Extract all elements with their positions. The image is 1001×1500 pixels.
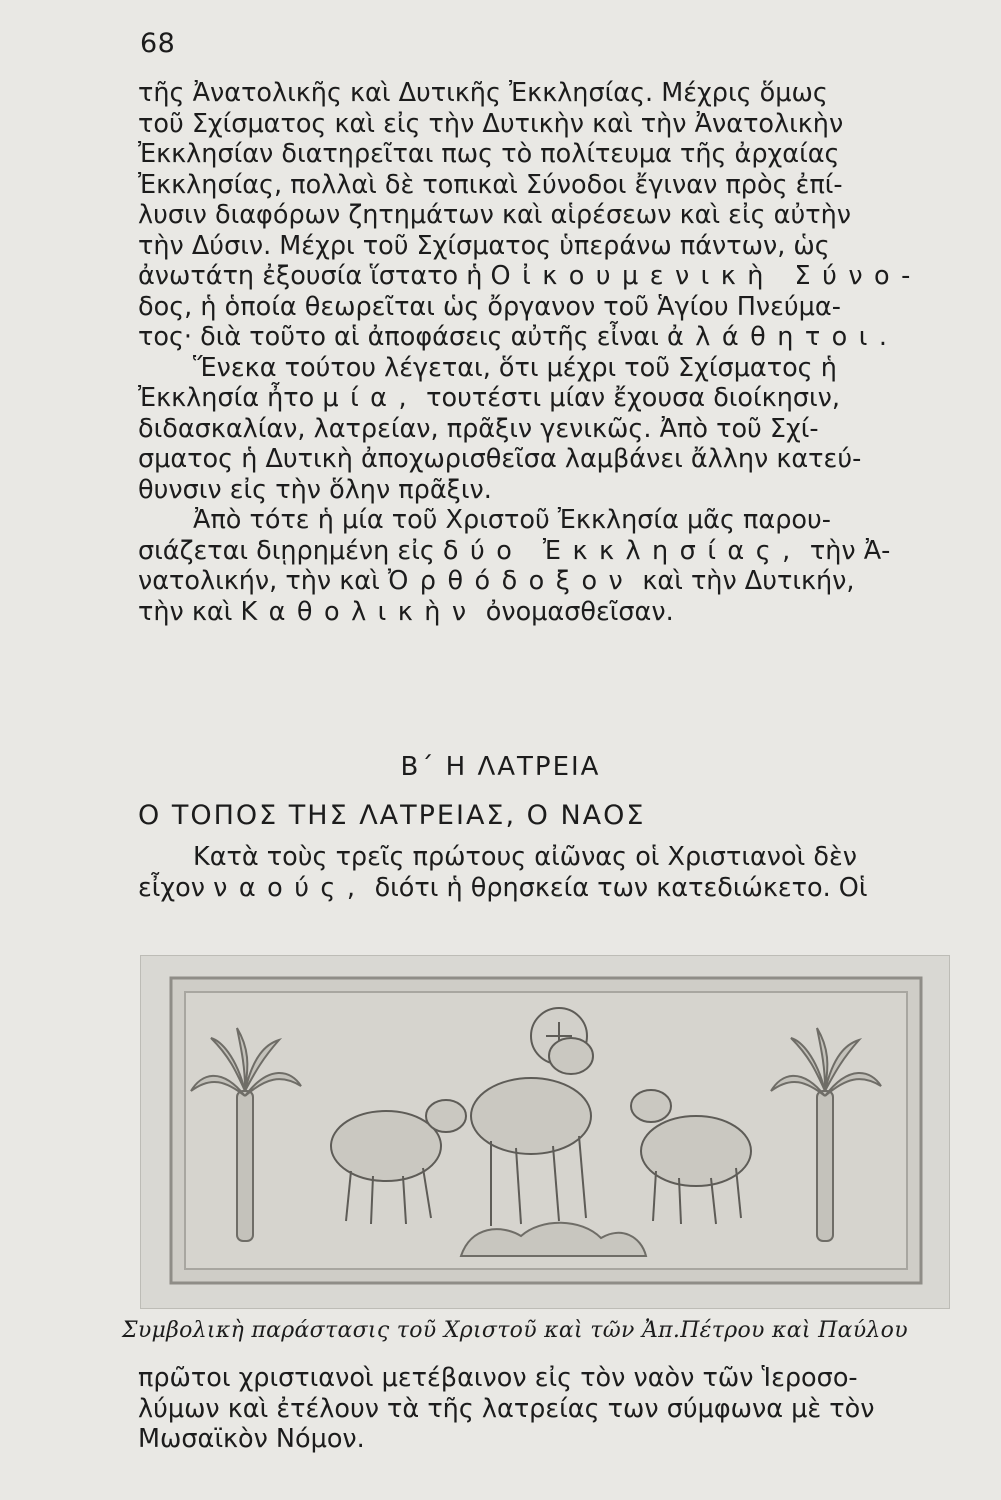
text-fragment: ἀνωτάτη ἐξουσία ἵστατο ἡ <box>138 261 483 291</box>
text-fragment: ὀνομασθεῖσαν. <box>485 596 674 627</box>
text-line: θυνσιν εἰς τὴν ὅλην πρᾶξιν. <box>138 474 492 505</box>
text-line: τὴν Δύσιν. Μέχρι τοῦ Σχίσματος ὑπεράνω πάντων, ὡς <box>138 230 830 261</box>
section-heading: Β΄ Η ΛΑΤΡΕΙΑ <box>400 752 601 782</box>
paragraph-early-churches <box>138 842 958 903</box>
text-line <box>138 597 958 628</box>
emphasized-term: Καθολικὴν <box>240 596 478 627</box>
text-fragment: τος· διὰ τοῦτο αἱ ἀποφάσεις αὐτῆς εἶναι <box>138 322 659 352</box>
text-fragment: εἶχον <box>138 872 205 903</box>
text-fragment: σιάζεται διῃρημένη εἰς <box>138 535 435 566</box>
text-line: λυσιν διαφόρων ζητημάτων καὶ αἱρέσεων καὶ εἰς αὐτὴν <box>138 200 851 230</box>
text-fragment: καὶ τὴν Δυτικήν, <box>642 566 855 596</box>
text-line: λύμων καὶ ἐτέλουν τὰ τῆς λατρείας των σύμφωνα μὲ τὸν <box>138 1393 875 1424</box>
figure-caption: Συμβολικὴ παράστασις τοῦ Χριστοῦ καὶ τῶν Ἀπ.Πέτρου καὶ Παύλου <box>122 1318 908 1343</box>
page-number: 68 <box>140 28 176 59</box>
text-line: Ἀπὸ τότε ἡ μία τοῦ Χριστοῦ Ἐκκλησία μᾶς παρου- <box>193 505 831 535</box>
text-line: σματος ἡ Δυτικὴ ἀποχωρισθεῖσα λαμβάνει ἄλλην κατεύ- <box>138 444 862 474</box>
text-line <box>138 566 958 597</box>
relief-photograph <box>140 955 950 1309</box>
text-fragment: Ἐκκλησία ἦτο <box>138 383 315 413</box>
paragraph-jerusalem-temple <box>138 1363 958 1455</box>
text-fragment: τὴν Ἀ- <box>809 535 891 566</box>
text-fragment: τουτέστι μίαν ἔχουσα διοίκησιν, <box>426 383 840 413</box>
text-line: δος, ἡ ὁποία θεωρεῖται ὡς ὄργανον τοῦ Ἁγίου Πνεύμα- <box>138 291 841 322</box>
subsection-heading: Ο ΤΟΠΟΣ ΤΗΣ ΛΑΤΡΕΙΑΣ, Ο ΝΑΟΣ <box>138 800 646 831</box>
relief-illustration <box>141 956 949 1308</box>
text-line: Ἐκκλησίαν διατηρεῖται πως τὸ πολίτευμα τῆς ἀρχαίας <box>138 139 840 169</box>
text-line: Ἐκκλησίας, πολλαὶ δὲ τοπικαὶ Σύνοδοι ἔγιναν πρὸς ἐπί- <box>138 169 843 200</box>
paragraph-schism-councils <box>138 78 958 627</box>
text-fragment: τὴν καὶ <box>138 596 233 627</box>
text-line: τοῦ Σχίσματος καὶ εἰς τὴν Δυτικὴν καὶ τὴν Ἀνατολικὴν <box>138 108 844 139</box>
text-fragment: νατολικήν, τὴν καὶ <box>138 566 380 596</box>
emphasized-term: Οἰκουμενικὴ Σύνο- <box>490 261 922 291</box>
text-line <box>138 536 958 567</box>
text-line: Ἕνεκα τούτου λέγεται, ὅτι μέχρι τοῦ Σχίσματος ἡ <box>193 352 837 383</box>
emphasized-term: μία, <box>322 383 419 413</box>
text-line <box>138 383 958 414</box>
text-line <box>138 322 958 353</box>
text-line <box>138 873 958 904</box>
emphasized-term: δύο Ἐκκλησίας, <box>442 535 802 566</box>
emphasized-term: ναούς, <box>213 872 367 903</box>
text-line: Μωσαϊκὸν Νόμον. <box>138 1424 365 1454</box>
text-line: διδασκαλίαν, λατρείαν, πρᾶξιν γενικῶς. Ἀπὸ τοῦ Σχί- <box>138 413 819 444</box>
emphasized-term: ἀλάθητοι. <box>666 322 899 352</box>
emphasized-term: Ὀρθόδοξον <box>387 566 635 596</box>
text-line: Κατὰ τοὺς τρεῖς πρώτους αἰῶνας οἱ Χριστιανοὶ δὲν <box>193 842 857 872</box>
text-line <box>138 261 958 292</box>
text-line: πρῶτοι χριστιανοὶ μετέβαινον εἰς τὸν ναὸν τῶν Ἱεροσο- <box>138 1363 858 1393</box>
text-line: τῆς Ἀνατολικῆς καὶ Δυτικῆς Ἐκκλησίας. Μέχρις ὅμως <box>138 78 828 108</box>
text-fragment: διότι ἡ θρησκεία των κατεδιώκετο. Οἱ <box>374 872 868 903</box>
